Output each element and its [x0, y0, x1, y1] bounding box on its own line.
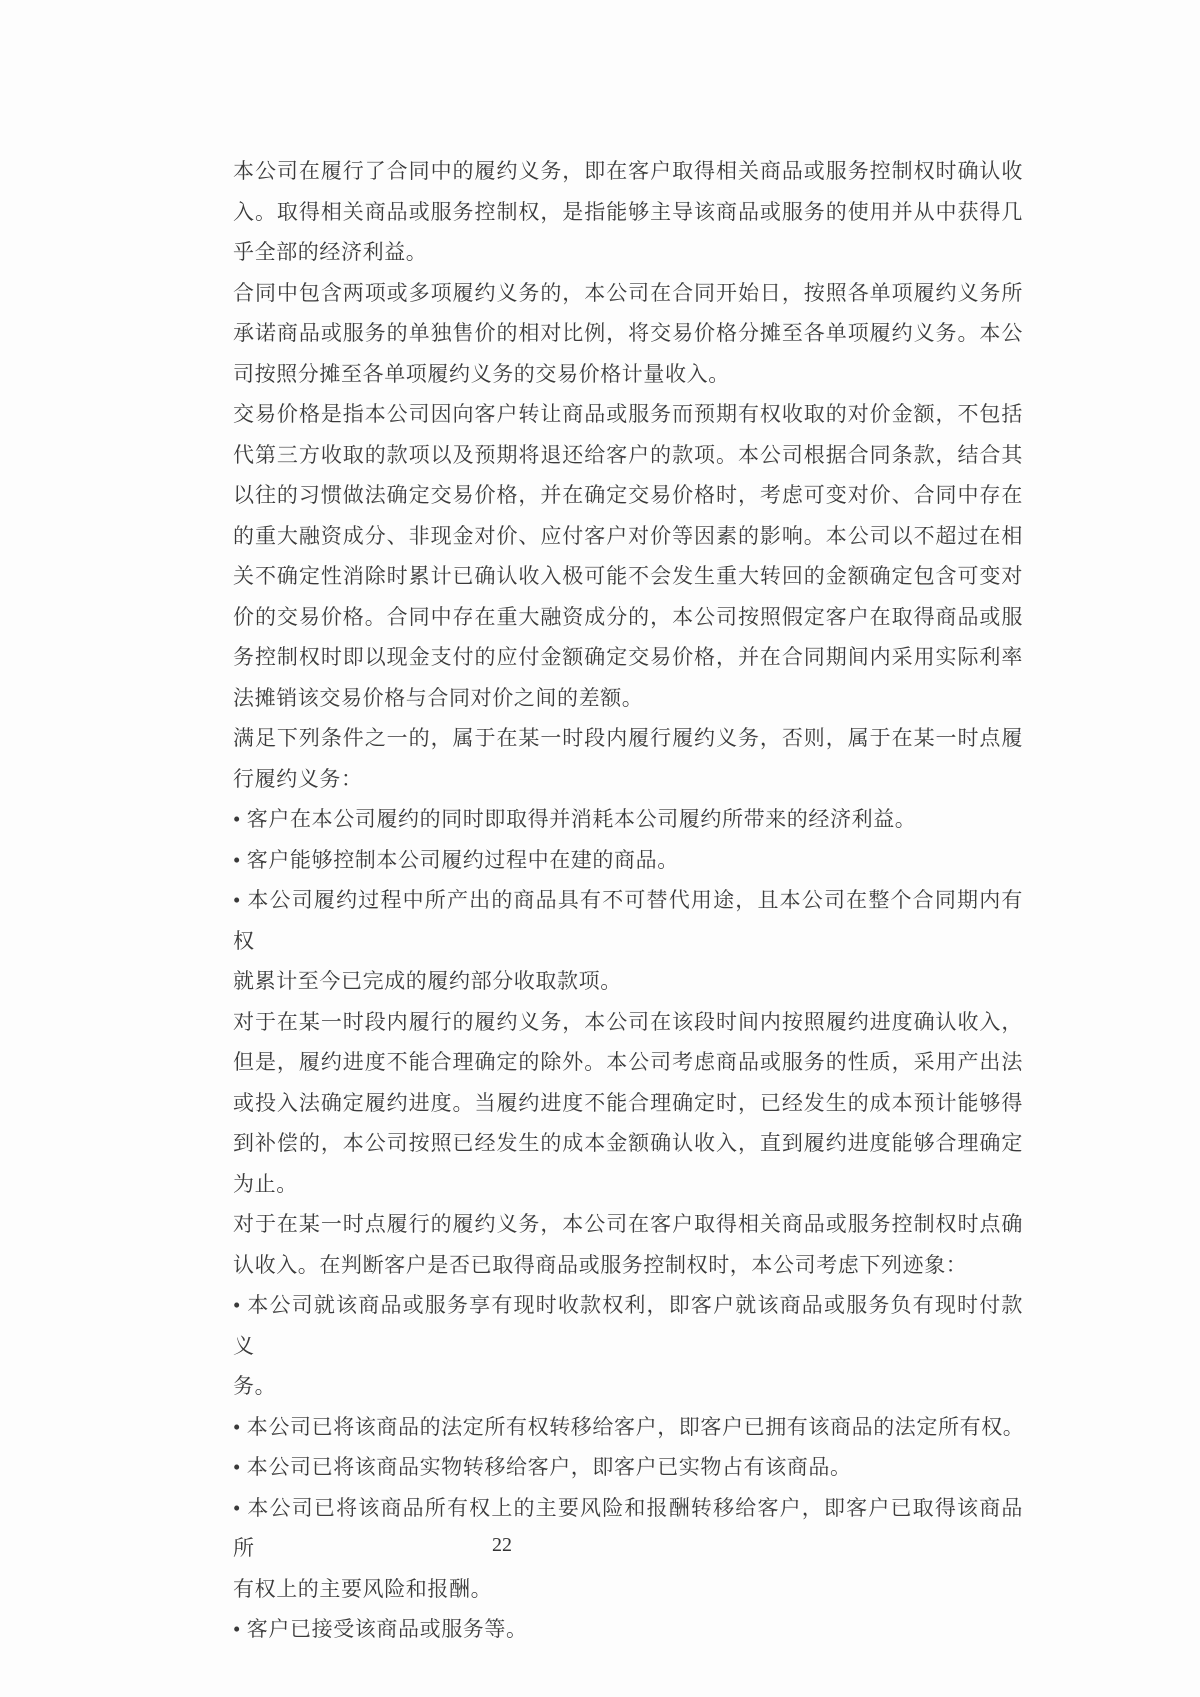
text-line: 为止。 [233, 1171, 298, 1196]
text-line: 对于在某一时段内履行的履约义务，本公司在该段时间内按照履约进度确认收入， [233, 1009, 1023, 1034]
text-line: 交易价格是指本公司因向客户转让商品或服务而预期有权收取的对价金额，不包括 [233, 402, 1023, 426]
bullet-line: • 本公司已将该商品所有权上的主要风险和报酬转移给客户，即客户已取得该商品所 [233, 1495, 1023, 1560]
document-body [233, 151, 1023, 1650]
bullet-line: 务。 [233, 1374, 277, 1398]
bullet-line: 就累计至今已完成的履约部分收取款项。 [233, 969, 622, 993]
bullet-line: • 本公司就该商品或服务享有现时收款权利，即客户就该商品或服务负有现时付款义 [233, 1293, 1023, 1358]
text-line: 价的交易价格。合同中存在重大融资成分的，本公司按照假定客户在取得商品或服 [233, 604, 1023, 629]
text-line: 法摊销该交易价格与合同对价之间的差额。 [233, 685, 644, 710]
text-line: 本公司在履行了合同中的履约义务，即在客户取得相关商品或服务控制权时确认收 [233, 159, 1023, 183]
text-line: 但是，履约进度不能合理确定的除外。本公司考虑商品或服务的性质，采用产出法 [233, 1050, 1023, 1074]
bullet-line: • 本公司已将该商品实物转移给客户，即客户已实物占有该商品。 [233, 1455, 852, 1479]
text-line: 对于在某一时点履行的履约义务，本公司在客户取得相关商品或服务控制权时点确 [233, 1212, 1023, 1236]
bullet-line: • 客户已接受该商品或服务等。 [233, 1617, 528, 1641]
text-line: 关不确定性消除时累计已确认收入极可能不会发生重大转回的金额确定包含可变对 [233, 564, 1023, 588]
text-line: 到补偿的，本公司按照已经发生的成本金额确认收入，直到履约进度能够合理确定 [233, 1131, 1023, 1155]
page-number: 22 [492, 1534, 512, 1556]
text-line: 认收入。在判断客户是否已取得商品或服务控制权时，本公司考虑下列迹象： [233, 1252, 968, 1277]
bullet-line: 有权上的主要风险和报酬。 [233, 1576, 493, 1601]
bullet-line: • 本公司已将该商品的法定所有权转移给客户，即客户已拥有该商品的法定所有权。 [233, 1414, 1025, 1439]
text-line: 司按照分摊至各单项履约义务的交易价格计量收入。 [233, 361, 730, 386]
text-line: 满足下列条件之一的，属于在某一时段内履行履约义务，否则，属于在某一时点履 [233, 726, 1023, 750]
text-line: 以往的习惯做法确定交易价格，并在确定交易价格时，考虑可变对价、合同中存在 [233, 483, 1023, 507]
text-line: 务控制权时即以现金支付的应付金额确定交易价格，并在合同期间内采用实际利率 [233, 645, 1023, 669]
text-line: 的重大融资成分、非现金对价、应付客户对价等因素的影响。本公司以不超过在相 [233, 523, 1023, 548]
text-line: 行履约义务： [233, 766, 363, 791]
bullet-line: • 本公司履约过程中所产出的商品具有不可替代用途，且本公司在整个合同期内有权 [233, 888, 1023, 953]
text-line: 或投入法确定履约进度。当履约进度不能合理确定时，已经发生的成本预计能够得 [233, 1090, 1023, 1115]
text-line: 代第三方收取的款项以及预期将退还给客户的款项。本公司根据合同条款，结合其 [233, 442, 1023, 467]
text-line: 承诺商品或服务的单独售价的相对比例，将交易价格分摊至各单项履约义务。本公 [233, 321, 1023, 345]
bullet-line: • 客户在本公司履约的同时即取得并消耗本公司履约所带来的经济利益。 [233, 807, 917, 831]
text-line: 入。取得相关商品或服务控制权，是指能够主导该商品或服务的使用并从中获得几 [233, 199, 1023, 224]
text-line: 乎全部的经济利益。 [233, 240, 428, 264]
bullet-line: • 客户能够控制本公司履约过程中在建的商品。 [233, 847, 679, 872]
text-line: 合同中包含两项或多项履约义务的，本公司在合同开始日，按照各单项履约义务所 [233, 280, 1023, 305]
